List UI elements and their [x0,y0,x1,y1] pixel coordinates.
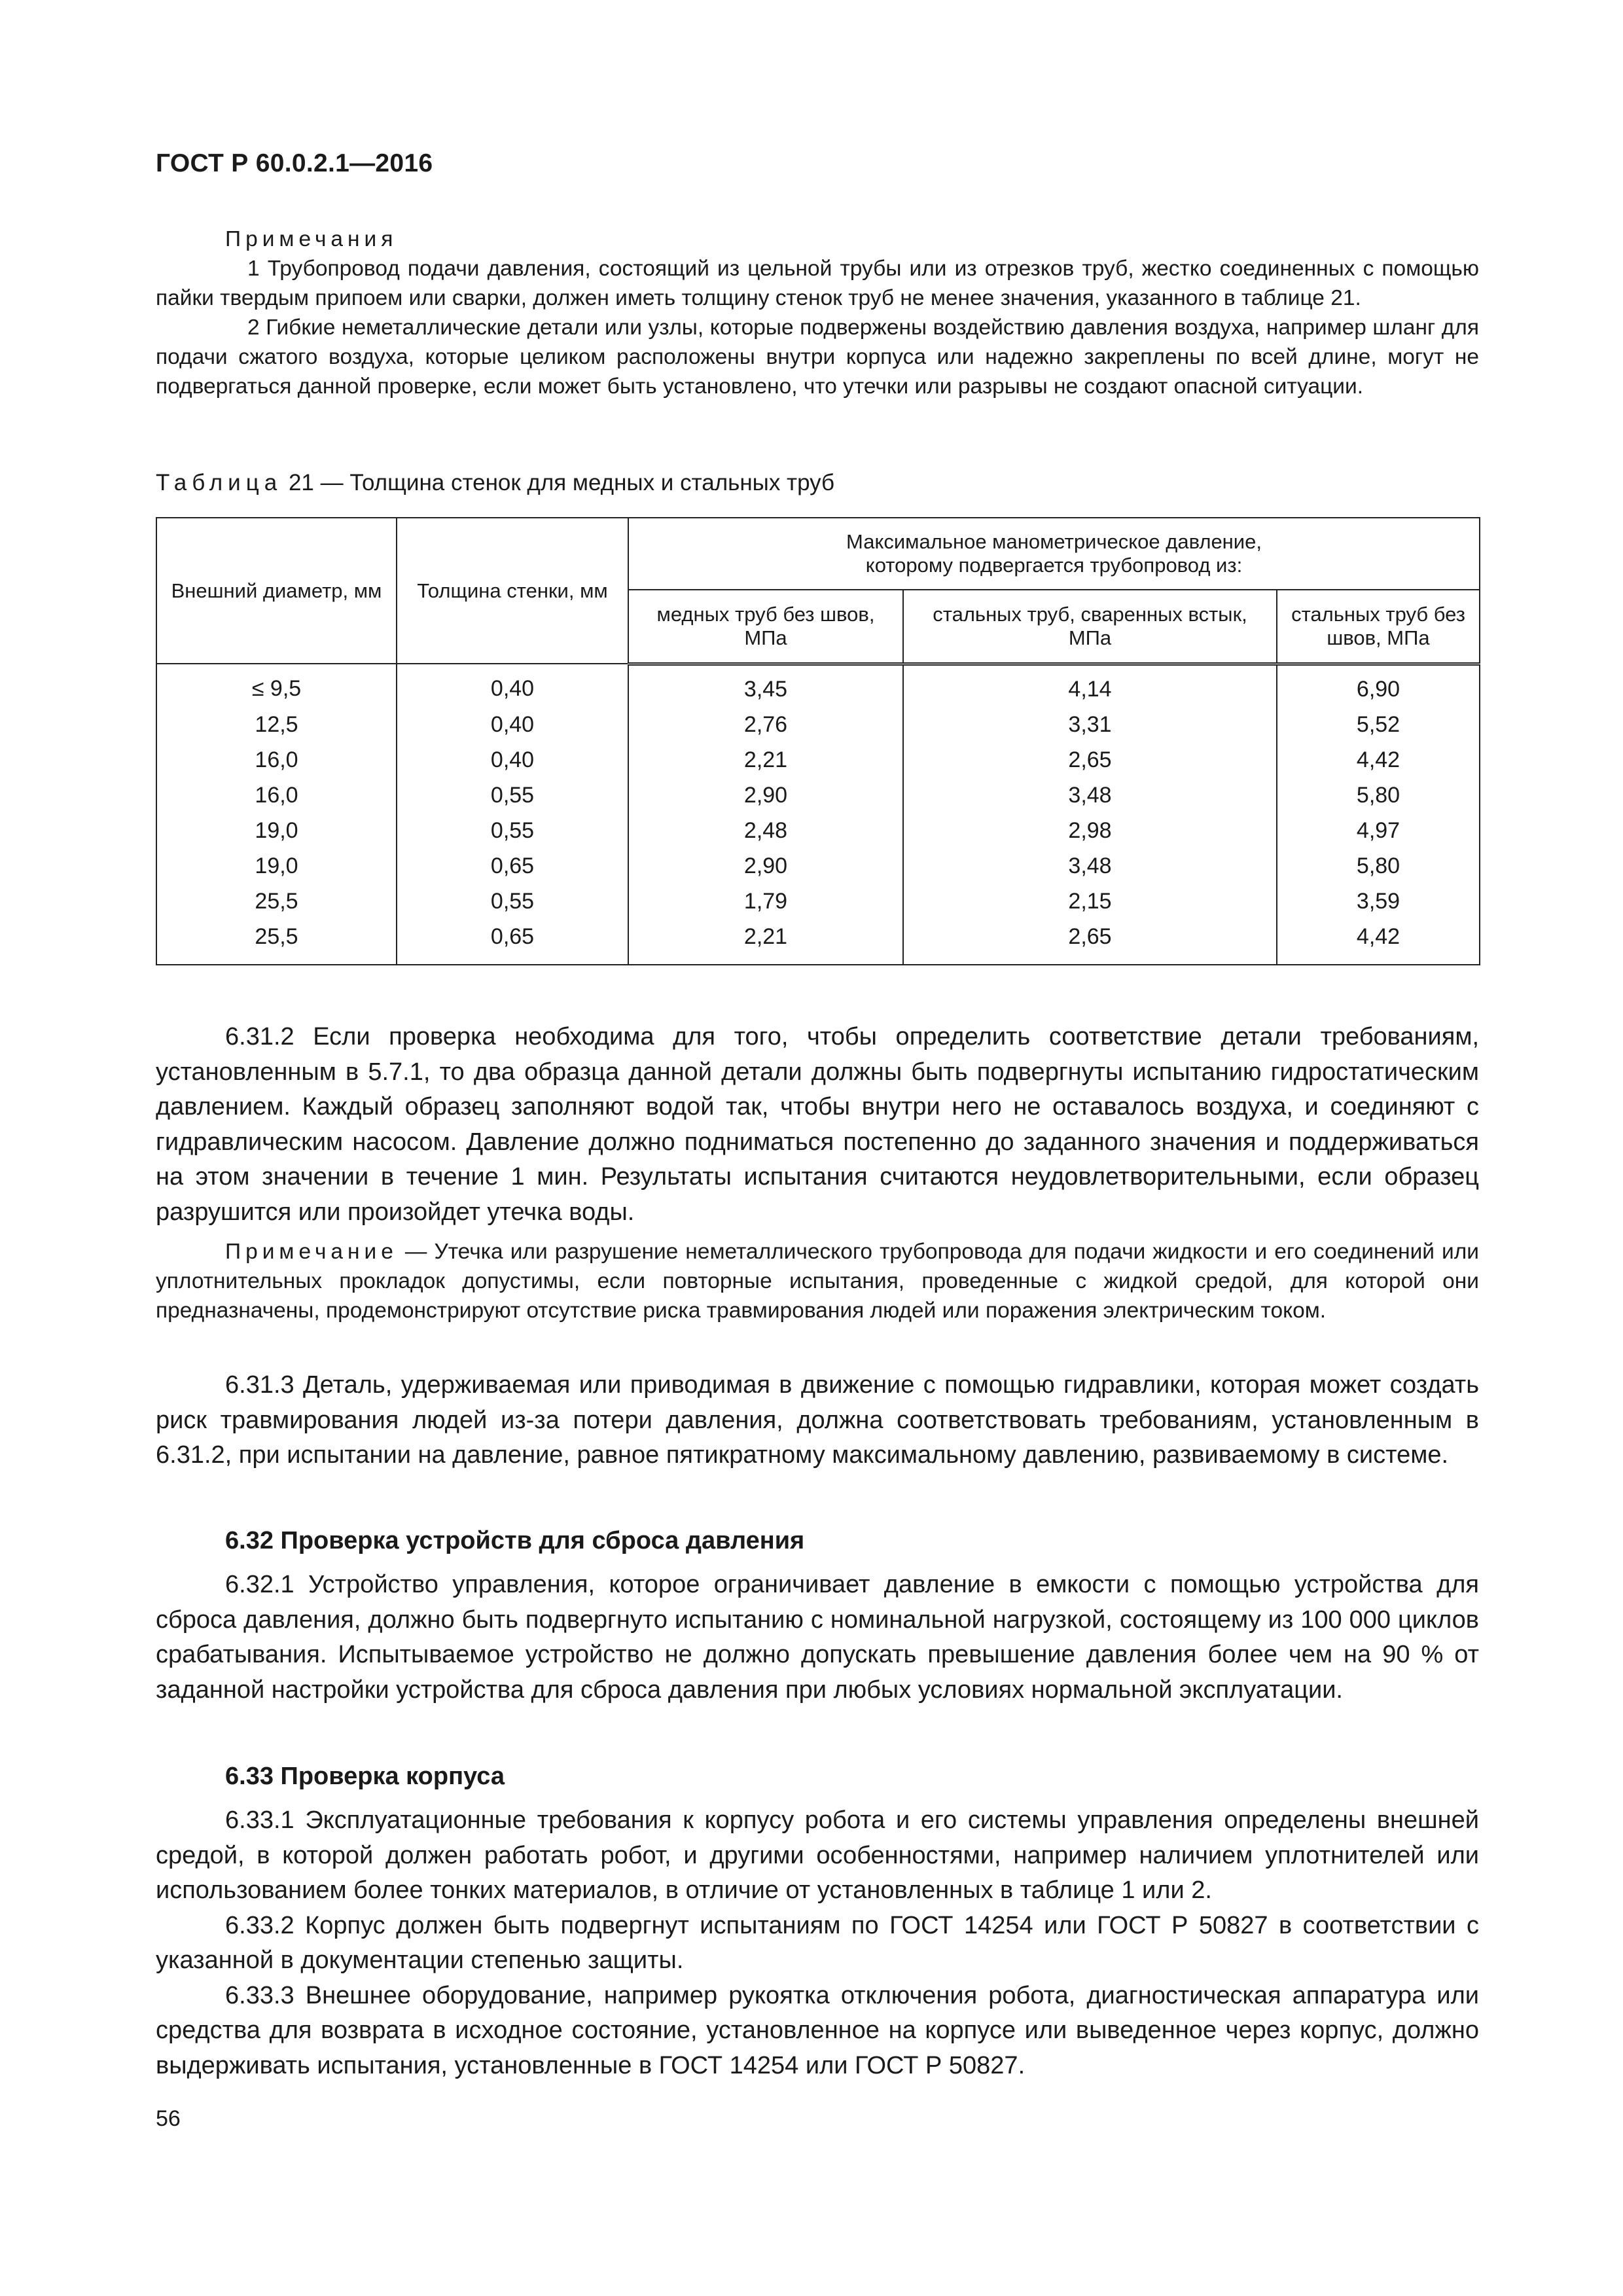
header-outer-diameter: Внешний диаметр, мм [156,518,397,664]
table-cell: 5,80 [1277,778,1480,814]
table-cell: 0,65 [397,920,628,965]
table-cell: 12,5 [156,708,397,743]
note-label: Примечание [225,1240,398,1264]
heading-6-33: 6.33 Проверка корпуса [225,1763,505,1790]
table-cell: 0,40 [397,708,628,743]
table-cell: 2,15 [903,884,1277,920]
table-cell: 2,90 [628,849,903,884]
note-6-31-2 [156,1237,1479,1325]
table-cell: 25,5 [156,920,397,965]
table-row [156,664,1480,708]
table-cell: 0,40 [397,743,628,778]
note-item-1: 1 Трубопровод подачи давления, состоящий из цельной трубы или из отрезков труб, жестко соединенных с помощью пайки твердым припоем или сварки, должен иметь толщину стенок труб не менее значения, указанного в таблице 21. [156,257,1479,310]
table-cell: 2,65 [903,743,1277,778]
table-cell: ≤ 9,5 [156,664,397,708]
table-cell: 0,40 [397,664,628,708]
table-row [156,814,1480,849]
header-copper-seamless: медных труб без швов, МПа [628,590,903,664]
table-cell: 25,5 [156,884,397,920]
notes-title: Примечания [225,227,398,251]
table-cell: 5,52 [1277,708,1480,743]
section-6-32 [156,1524,1479,1708]
table-body [156,664,1480,965]
header-wall-thickness: Толщина стенки, мм [397,518,628,664]
paragraph-6-31-2: 6.31.2 Если проверка необходима для того, чтобы определить соответствие детали требованиям, установленным в 5.7.1, то два образца данной детали должны быть подвергнуты испытанию гидростатическим давлением. Каждый образец заполняют водой так, чтобы внутри него не оставалось воздуха, и соединяют с гидравлическим насосом. Давление должно подниматься постепенно до заданного значения и поддерживаться на этом значении в течение 1 мин. Результаты испытания считаются неудовлетворительными, если образец разрушится или произойдет утечка воды. [156,1023,1479,1226]
table-cell: 19,0 [156,849,397,884]
section-6-31-3 [156,1368,1479,1473]
table-cell: 2,98 [903,814,1277,849]
table-row [156,849,1480,884]
table-cell: 3,59 [1277,884,1480,920]
table-row [156,743,1480,778]
paragraph-6-31-3: 6.31.3 Деталь, удерживаемая или приводимая в движение с помощью гидравлики, которая может создать риск травмирования людей из-за потери давления, должна соответствовать требованиям, установленным в 6.31.2, при испытании на давление, равное пятикратному максимальному давлению, развиваемому в системе. [156,1371,1479,1469]
table-cell: 6,90 [1277,664,1480,708]
table-cell: 2,65 [903,920,1277,965]
document-header: ГОСТ Р 60.0.2.1—2016 [156,149,433,177]
paragraph-6-33-3: 6.33.3 Внешнее оборудование, например рукоятка отключения робота, диагностическая аппаратура или средства для возврата в исходное состояние, установленное на корпусе или выведенное через корпус, должно выдерживать испытания, установленные в ГОСТ 14254 или ГОСТ Р 50827. [156,1981,1479,2079]
header-steel-welded: стальных труб, сваренных встык, МПа [903,590,1277,664]
table-cell: 2,90 [628,778,903,814]
paragraph-6-33-1: 6.33.1 Эксплуатационные требования к корпусу робота и его системы управления определены внешней средой, в которой должен работать робот, и другими особенностями, например наличием уплотнителей или использованием более тонких материалов, в отличие от установленных в таблице 1 или 2. [156,1806,1479,1904]
table-cell: 0,65 [397,849,628,884]
table-cell: 0,55 [397,814,628,849]
table-cell: 3,48 [903,778,1277,814]
table-caption [156,470,834,496]
table-row [156,708,1480,743]
note-item-2: 2 Гибкие неметаллические детали или узлы, которые подвержены воздействию давления воздуха, например шланг для подачи сжатого воздуха, которые целиком расположены внутри корпуса или надежно закреплены по всей длине, могут не подвергаться данной проверке, если может быть установлено, что утечки или разрывы не создают опасной ситуации. [156,315,1479,399]
table-cell: 2,21 [628,743,903,778]
paragraph-6-33-2: 6.33.2 Корпус должен быть подвергнут испытаниям по ГОСТ 14254 или ГОСТ Р 50827 в соответствии с указанной в документации степенью защиты. [156,1911,1479,1974]
table-cell: 2,76 [628,708,903,743]
pipe-wall-table [156,517,1480,965]
table-cell: 16,0 [156,743,397,778]
page-number: 56 [156,2106,181,2131]
heading-6-32: 6.32 Проверка устройств для сброса давления [225,1527,805,1554]
header-max-pressure: Максимальное манометрическое давление, которому подвергается трубопровод из: [628,518,1480,590]
paragraph-6-32-1: 6.32.1 Устройство управления, которое ограничивает давление в емкости с помощью устройства для сброса давления, должно быть подвергнуто испытанию с номинальной нагрузкой, состоящему из 100 000 циклов срабатывания. Испытываемое устройство не должно допускать превышение давления более чем на 90 % от заданной настройки устройства для сброса давления при любых условиях нормальной эксплуатации. [156,1571,1479,1704]
section-6-31-2 [156,1020,1479,1230]
table-cell: 3,31 [903,708,1277,743]
notes-block [156,224,1479,401]
table-cell: 3,45 [628,664,903,708]
table-cell: 4,14 [903,664,1277,708]
table-cell: 19,0 [156,814,397,849]
header-steel-seamless: стальных труб без швов, МПа [1277,590,1480,664]
table-cell: 3,48 [903,849,1277,884]
table-cell: 4,97 [1277,814,1480,849]
table-cell: 2,21 [628,920,903,965]
table-cell: 4,42 [1277,920,1480,965]
table-row [156,778,1480,814]
table-cell: 2,48 [628,814,903,849]
table-caption-text: 21 — Толщина стенок для медных и стальных труб [282,470,835,495]
table-row [156,884,1480,920]
table-row [156,920,1480,965]
table-cell: 0,55 [397,778,628,814]
table-cell: 5,80 [1277,849,1480,884]
section-6-33 [156,1759,1479,2083]
table-cell: 0,55 [397,884,628,920]
table-caption-label: Таблица [156,470,283,495]
table-cell: 4,42 [1277,743,1480,778]
note-text: — Утечка или разрушение неметаллического трубопровода для подачи жидкости и его соединений или уплотнительных прокладок допустимы, если повторные испытания, проведенные с жидкой средой, для которой они предназначены, продемонстрируют отсутствие риска травмирования людей или поражения электрическим током. [156,1240,1479,1323]
table-cell: 16,0 [156,778,397,814]
table-cell: 1,79 [628,884,903,920]
